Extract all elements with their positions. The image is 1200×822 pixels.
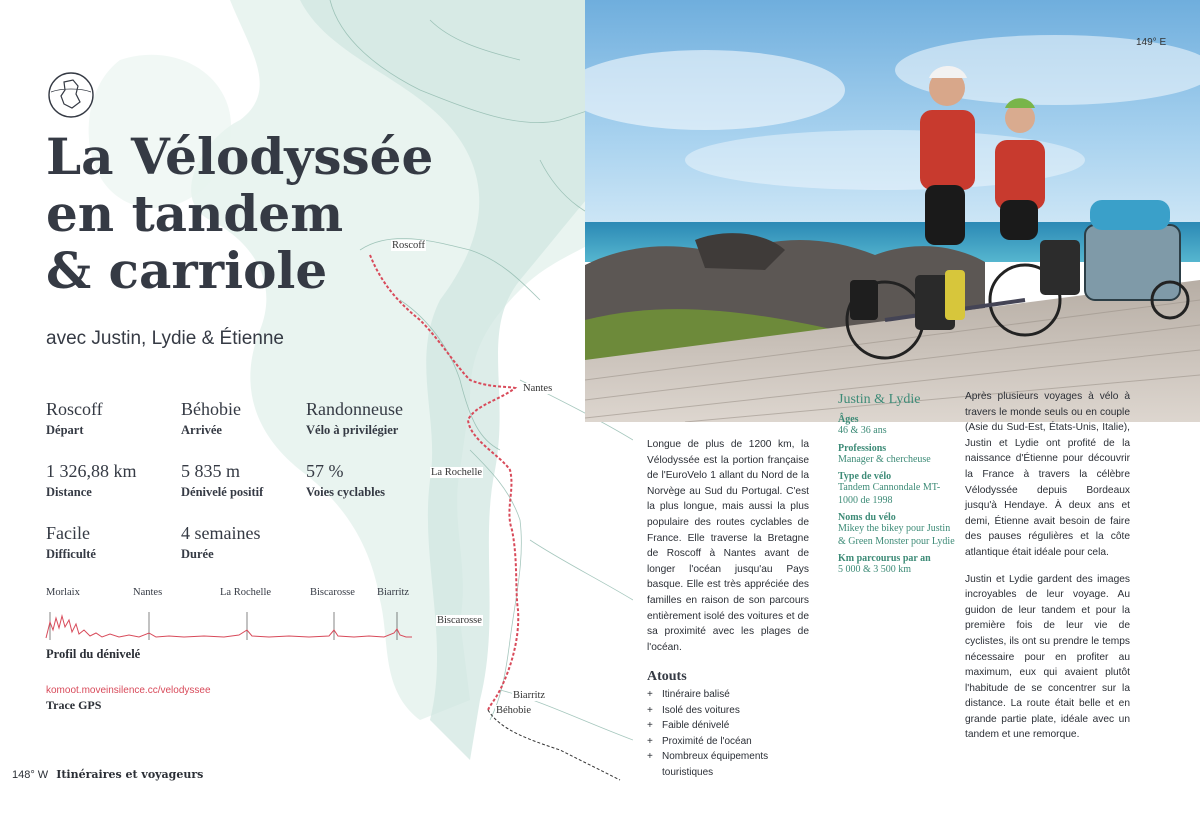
- stat-label-difficulty: Difficulté: [46, 547, 96, 561]
- page-title: [46, 128, 466, 299]
- persona-label: Type de vélo: [838, 471, 892, 482]
- atout-text: Nombreux équipements touristiques: [662, 751, 769, 778]
- profile-title: Profil du dénivelé: [46, 647, 141, 661]
- page-number-left: 148° W: [12, 769, 49, 781]
- map-label-biscarosse: Biscarosse: [437, 615, 482, 626]
- persona-box: [838, 392, 956, 577]
- list-item: [647, 687, 817, 703]
- persona-label: Âges: [838, 414, 859, 425]
- persona-value: 5 000 & 3 500 km: [838, 564, 912, 575]
- atout-text: Itinéraire balisé: [662, 689, 730, 700]
- atouts-box: [647, 669, 817, 780]
- plus-icon: +: [647, 704, 653, 716]
- stat-label-end: Arrivée: [181, 423, 222, 437]
- map-label-la-rochelle: La Rochelle: [431, 467, 483, 478]
- atout-text: Faible dénivelé: [662, 720, 730, 731]
- section-title: Itinéraires et voyageurs: [56, 768, 204, 781]
- stat-value-distance: 1 326,88 km: [46, 461, 137, 481]
- title-line: La Vélodyssée: [46, 127, 434, 186]
- title-line: en tandem: [46, 184, 344, 243]
- story-column: [965, 389, 1130, 754]
- persona-label: Km parcourus par an: [838, 553, 931, 564]
- stat-value-elevation: 5 835 m: [181, 461, 241, 481]
- stat-value-end: Béhobie: [181, 399, 241, 419]
- intro-column: [647, 437, 809, 655]
- gps-label: Trace GPS: [46, 698, 102, 712]
- profile-label-nantes: Nantes: [133, 587, 163, 598]
- atout-text: Proximité de l'océan: [662, 735, 752, 747]
- stat-value-duration: 4 semaines: [181, 523, 261, 543]
- list-item: [647, 749, 817, 780]
- profile-label-biarritz: Biarritz: [377, 587, 410, 598]
- stat-label-duration: Durée: [181, 547, 214, 561]
- folio-left: [12, 768, 203, 781]
- atout-text: Isolé des voitures: [662, 704, 740, 716]
- story-paragraph: Justin et Lydie gardent des images incroyables de leur voyage. Au guidon de leur tandem et pour la première fois de leur vie de cyclistes, ils ont su prendre le temps nécessaire pour en profiter au maximum, eux qui avaient plutôt l'habitude de se concentrer sur la distance. La route était belle et en grande partie plate, idéale avec un tandem et une remorque.: [965, 573, 1130, 741]
- story-paragraph: Après plusieurs voyages à vélo à travers le monde seuls ou en couple (Asie du Sud-Est, États-Unis, Italie), Justin et Lydie ont profité de la naissance d'Étienne pour découvrir la France à travers la célèbre Vélodyssée depuis Bordeaux jusqu'à Hendaye. À deux ans et demi, Étienne avait besoin de faire des pauses régulières et la côte atlantique était idéale pour cela.: [965, 391, 1130, 558]
- persona-value: Mikey the bikey pour Justin & Green Monster pour Lydie: [838, 523, 955, 547]
- intro-paragraph: Longue de plus de 1200 km, la Vélodyssée est la portion française de l'EuroVelo 1 allant du Nord de la Norvège au Sud du Portugal. C'est la plus longue, mais aussi la plus populaire des routes cyclables de France. Elle traverse la Bretagne de Roscoff à Nantes avant de longer l'océan jusqu'au Pays basque. Elle est très appréciée des familles en raison de son parcours entièrement isolé des voitures et de sa proximité avec les plages de l'océan.: [647, 439, 809, 653]
- stat-label-distance: Distance: [46, 485, 92, 499]
- plus-icon: +: [647, 735, 653, 747]
- gps-link[interactable]: komoot.moveinsilence.cc/velodyssee: [46, 685, 211, 696]
- subtitle: avec Justin, Lydie & Étienne: [46, 328, 284, 349]
- list-item: [647, 734, 817, 750]
- stat-value-start: Roscoff: [46, 399, 103, 419]
- stat-value-bike: Randonneuse: [306, 399, 403, 419]
- plus-icon: +: [647, 720, 653, 731]
- tandem-photo: [585, 0, 1200, 422]
- title-line: & carriole: [46, 241, 328, 300]
- stat-label-bike: Vélo à privilégier: [306, 423, 399, 437]
- plus-icon: +: [647, 751, 653, 762]
- page-number-right: 149° E: [1136, 37, 1167, 48]
- profile-label-biscarosse: Biscarosse: [310, 587, 355, 598]
- persona-label: Professions: [838, 442, 887, 454]
- profile-label-morlaix: Morlaix: [46, 587, 80, 598]
- map-label-roscoff: Roscoff: [392, 240, 426, 251]
- stat-value-cycle-paths: 57 %: [306, 461, 344, 481]
- persona-value: 46 & 36 ans: [838, 425, 887, 436]
- stat-value-difficulty: Facile: [46, 523, 90, 543]
- map-label-biarritz: Biarritz: [513, 690, 546, 701]
- map-label-nantes: Nantes: [523, 383, 553, 394]
- list-item: [647, 703, 817, 719]
- profile-label-la-rochelle: La Rochelle: [220, 587, 272, 598]
- stat-label-start: Départ: [46, 423, 84, 437]
- atouts-list: [647, 687, 817, 780]
- stat-label-elevation: Dénivelé positif: [181, 485, 264, 499]
- map-label-behobie: Béhobie: [496, 705, 531, 716]
- persona-value: Tandem Cannondale MT-1000 de 1998: [838, 482, 941, 506]
- elevation-profile: [44, 600, 414, 644]
- persona-name: Justin & Lydie: [838, 392, 921, 407]
- elevation-line: [46, 616, 412, 638]
- atouts-heading: Atouts: [647, 669, 687, 684]
- persona-value: Manager & chercheuse: [838, 453, 931, 465]
- list-item: [647, 718, 817, 734]
- persona-label: Noms du vélo: [838, 512, 896, 523]
- stat-label-cycle-paths: Voies cyclables: [306, 485, 386, 499]
- plus-icon: +: [647, 689, 653, 700]
- globe-icon: [46, 70, 96, 120]
